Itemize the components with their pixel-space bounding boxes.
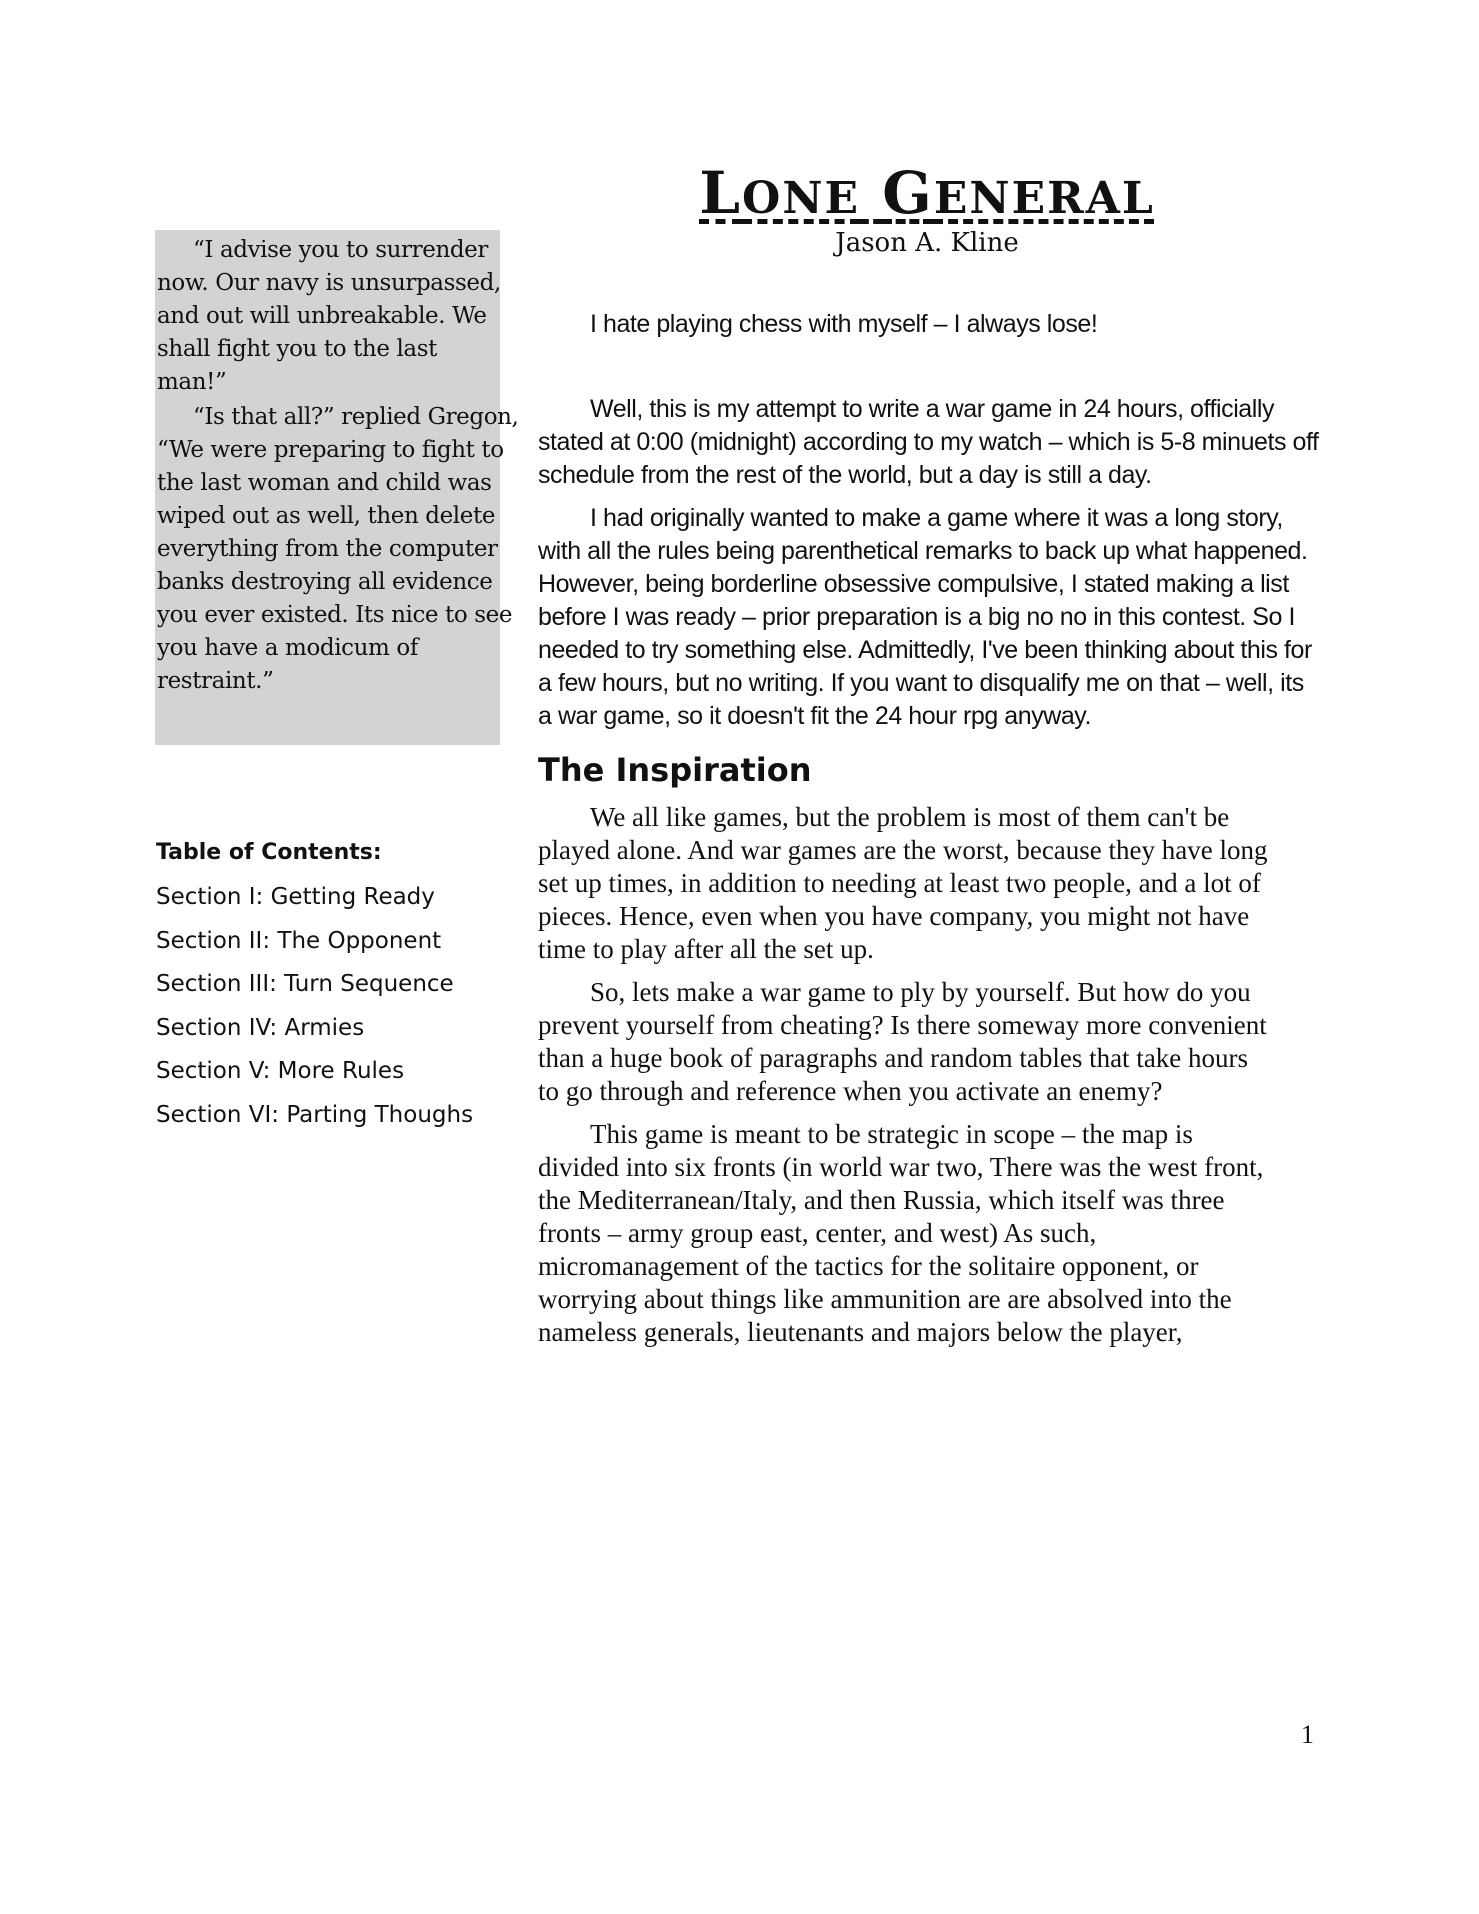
inspiration-paragraph xyxy=(538,976,1328,1108)
toc-item-parting-thoughts: Section VI: Parting Thoughs xyxy=(156,1101,474,1128)
text-line: nameless generals, lieutenants and majors below the player, xyxy=(538,1317,1183,1347)
quote-line: you ever existed. Its nice to see xyxy=(157,602,513,628)
text-line: Well, this is my attempt to write a war game in 24 hours, officially xyxy=(590,395,1275,423)
text-line: set up times, in addition to needing at least two people, and a lot of xyxy=(538,868,1261,898)
quote-paragraph xyxy=(157,401,519,698)
title-initial-g: G xyxy=(882,159,934,227)
text-line: a few hours, but no writing. If you want to disqualify me on that – well, its xyxy=(538,669,1304,697)
toc-item-the-opponent: Section II: The Opponent xyxy=(156,927,442,954)
text-line: pieces. Hence, even when you have company, you might not have xyxy=(538,901,1250,931)
quote-line: everything from the computer xyxy=(157,536,498,562)
text-line: fronts – army group east, center, and west) As such, xyxy=(538,1218,1097,1248)
text-line: I had originally wanted to make a game where it was a long story, xyxy=(590,504,1283,532)
section-heading-inspiration: The Inspiration xyxy=(538,751,812,789)
table-of-contents xyxy=(156,838,516,1143)
quote-line: now. Our navy is unsurpassed, xyxy=(157,270,501,296)
text-line: needed to try something else. Admittedly, I've been thinking about this for xyxy=(538,636,1312,664)
intro-paragraph xyxy=(538,502,1328,733)
quote-line: wiped out as well, then delete xyxy=(157,503,496,529)
page-number: 1 xyxy=(1301,1720,1314,1749)
title-initial-l: L xyxy=(699,159,742,227)
text-line: stated at 0:00 (midnight) according to my watch – which is 5-8 minuets off xyxy=(538,428,1319,456)
quote-line: you have a modicum of xyxy=(157,635,418,661)
quote-line: “I advise you to surrender xyxy=(193,237,488,263)
text-line: worrying about things like ammunition are are absolved into the xyxy=(538,1284,1232,1314)
quote-line: restraint.” xyxy=(157,668,274,694)
quote-line: “We were preparing to fight to xyxy=(157,437,504,463)
title-part-eneral: ENERAL xyxy=(933,173,1155,224)
quote-line: man!” xyxy=(157,369,227,395)
quote-line: shall fight you to the last xyxy=(157,336,437,362)
sidebar-quote-box xyxy=(155,230,519,745)
intro-body xyxy=(538,393,1328,733)
text-line: time to play after all the set up. xyxy=(538,934,874,964)
quote-line: banks destroying all evidence xyxy=(157,569,493,595)
text-line: the Mediterranean/Italy, and then Russia, which itself was three xyxy=(538,1185,1225,1215)
text-line: This game is meant to be strategic in scope – the map is xyxy=(590,1119,1193,1149)
text-line: than a huge book of paragraphs and random tables that take hours xyxy=(538,1043,1249,1073)
intro-lead xyxy=(538,308,1328,341)
quote-line: the last woman and child was xyxy=(157,470,492,496)
text-line: with all the rules being parenthetical remarks to back up what happened. xyxy=(538,537,1308,565)
text-line: So, lets make a war game to ply by yourself. But how do you xyxy=(590,977,1251,1007)
author-name: Jason A. Kline xyxy=(835,228,1019,258)
toc-title: Table of Contents: xyxy=(156,840,382,865)
text-line: We all like games, but the problem is most of them can't be xyxy=(590,802,1230,832)
inspiration-paragraph xyxy=(538,1118,1328,1349)
toc-item-getting-ready: Section I: Getting Ready xyxy=(156,884,435,910)
toc-item-armies: Section IV: Armies xyxy=(156,1014,365,1041)
text-line: micromanagement of the tactics for the solitaire opponent, or xyxy=(538,1251,1199,1281)
text-line: divided into six fronts (in world war two, There was the west front, xyxy=(538,1152,1264,1182)
text-line: prevent yourself from cheating? Is there someway more convenient xyxy=(538,1010,1267,1040)
toc-item-more-rules: Section V: More Rules xyxy=(156,1058,405,1084)
text-line: before I was ready – prior preparation is a big no no in this contest. So I xyxy=(538,603,1295,631)
text-line: to go through and reference when you activate an enemy? xyxy=(538,1076,1163,1106)
quote-line: and out will unbreakable. We xyxy=(157,303,487,329)
quote-paragraph xyxy=(157,234,500,399)
document-title xyxy=(594,159,1260,229)
text-line: schedule from the rest of the world, but a day is still a day. xyxy=(538,461,1152,489)
text-line: played alone. And war games are the worst, because they have long xyxy=(538,835,1268,865)
text-line: However, being borderline obsessive compulsive, I stated making a list xyxy=(538,570,1289,598)
lead-paragraph: I hate playing chess with myself – I always lose! xyxy=(590,310,1098,338)
title-part-one: ONE xyxy=(742,173,861,224)
quote-line: “Is that all?” replied Gregon, xyxy=(193,404,519,430)
text-line: a war game, so it doesn't fit the 24 hour rpg anyway. xyxy=(538,702,1091,730)
inspiration-paragraph xyxy=(538,801,1328,966)
inspiration-body xyxy=(538,801,1328,1349)
intro-paragraph xyxy=(538,393,1328,492)
toc-item-turn-sequence: Section III: Turn Sequence xyxy=(156,971,454,997)
